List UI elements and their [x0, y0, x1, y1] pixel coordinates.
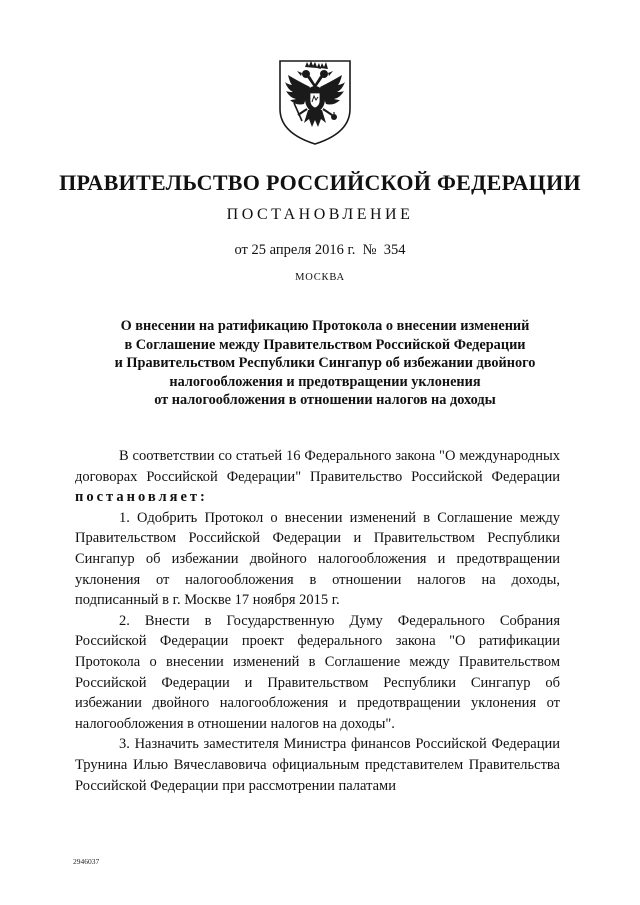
decree-word: постановляет:	[75, 489, 208, 506]
subject-line: О внесении на ратификацию Протокола о внесении изменений	[120, 318, 530, 334]
document-subject	[80, 317, 570, 410]
document-city: МОСКВА	[295, 272, 345, 283]
preamble-text: В соответствии со статьей 16 Федерального закона "О международных договорах Российской Федерации" Правительство Российской Федерации	[75, 448, 560, 485]
decree-item-2: 2. Внести в Государственную Думу Федерального Собрания Российской Федерации проект федерального закона "О ратификации Протокола о внесении изменений в Соглашение между Правительством Российской Федерации и Правительством Республики Сингапур об избежании двойного налогообложения и предотвращении уклонения от налогообложения в отношении налогов на доходы".	[75, 612, 560, 732]
subject-line: и Правительством Республики Сингапур об избежании двойного	[114, 355, 536, 371]
document-body	[75, 446, 560, 796]
preamble-paragraph	[75, 446, 560, 508]
decree-item-1: 1. Одобрить Протокол о внесении изменений в Соглашение между Правительством Российской Федерации и Правительством Республики Сингапур об избежании двойного налогообложения и предотвращении уклонения от налогообложения в отношении налогов на доходы, подписанный в г. Москве 17 ноября 2015 г.	[75, 509, 560, 609]
subject-line: от налогообложения в отношении налогов на доходы	[154, 392, 496, 408]
decree-item-3: 3. Назначить заместителя Министра финансов Российской Федерации Трунина Илью Вячеславовича официальным представителем Правительства Российской Федерации при рассмотрении палатами	[75, 736, 560, 794]
subject-line: налогообложения и предотвращении уклонения	[169, 373, 481, 390]
subject-line: в Соглашение между Правительством Российской Федерации	[124, 336, 526, 353]
organization-title: ПРАВИТЕЛЬСТВО РОССИЙСКОЙ ФЕДЕРАЦИИ	[59, 170, 581, 195]
document-date-number: от 25 апреля 2016 г. № 354	[234, 242, 406, 258]
document-code: 2946037	[73, 857, 100, 866]
document-type: ПОСТАНОВЛЕНИЕ	[226, 206, 414, 223]
state-emblem-icon	[276, 57, 354, 147]
